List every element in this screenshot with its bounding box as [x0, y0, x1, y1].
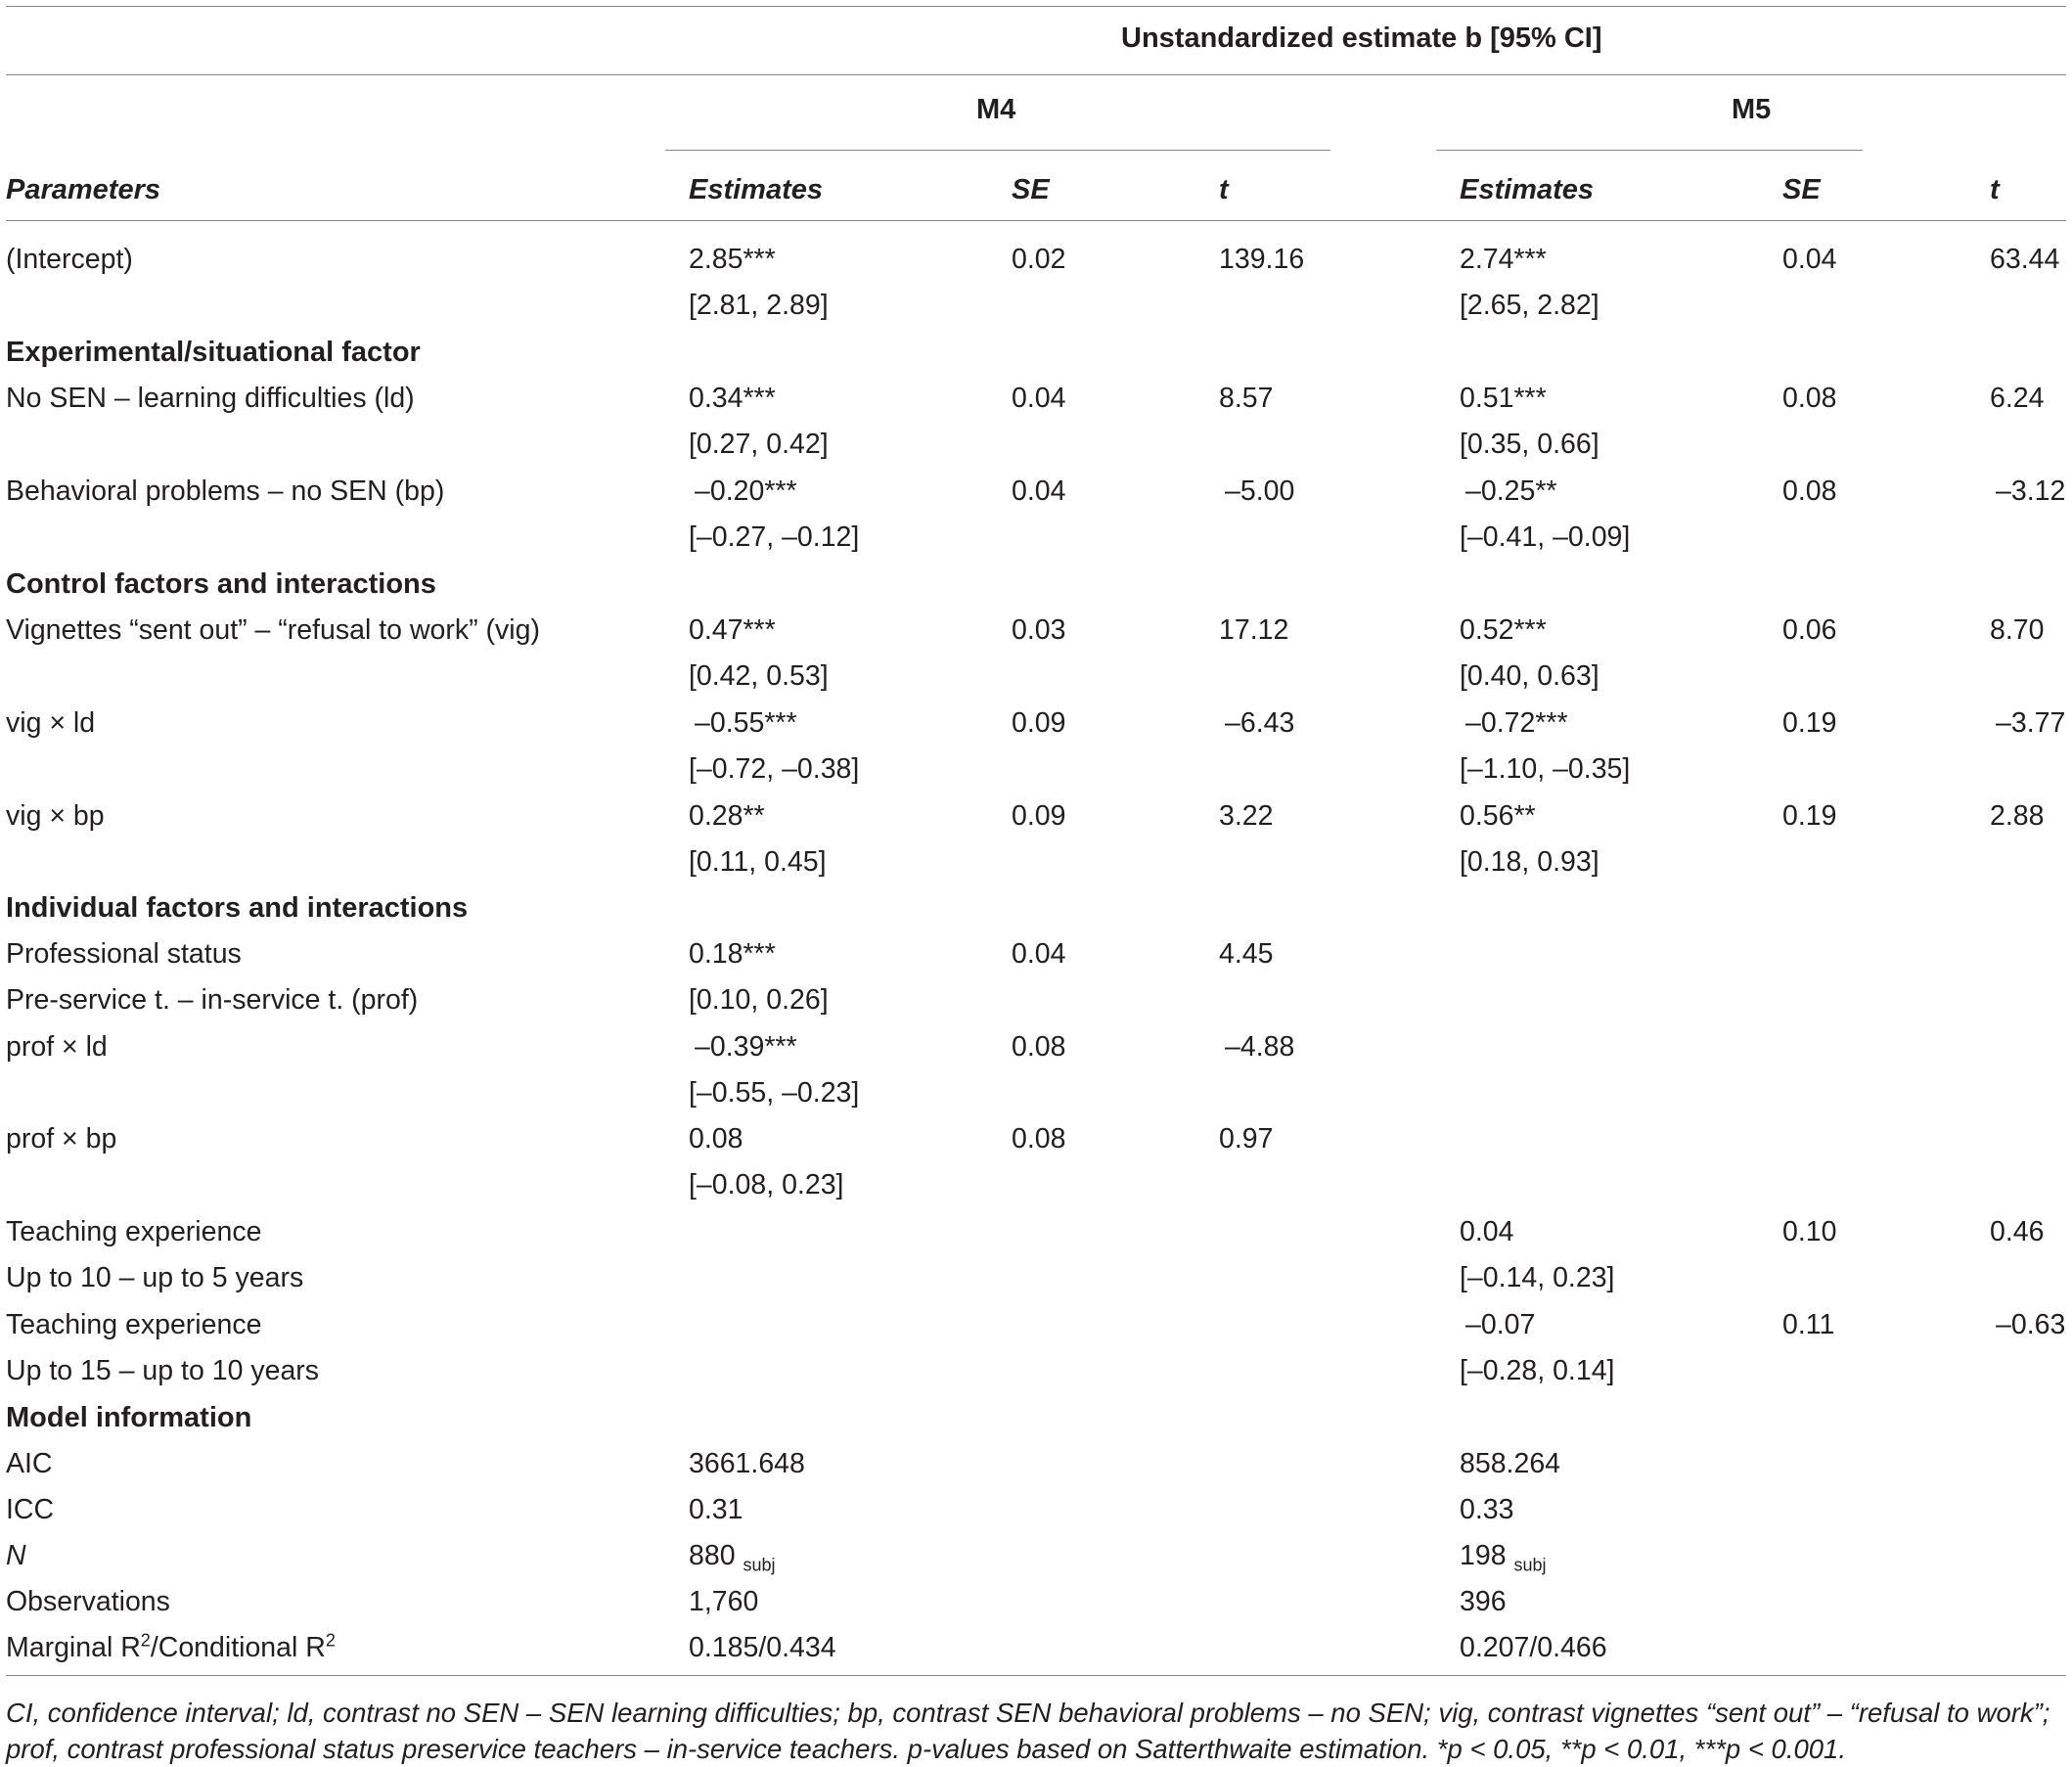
- subj-subscript: subj: [743, 1555, 776, 1575]
- row-label: Teaching experience: [6, 1309, 262, 1340]
- row-label: Teaching experience: [6, 1216, 262, 1247]
- m5-value: 0.33: [1460, 1494, 1514, 1525]
- row-label: ICC: [6, 1494, 55, 1525]
- m5-se: 0.08: [1782, 383, 1837, 414]
- row-label: Observations: [6, 1586, 170, 1617]
- m5-t: 8.70: [1990, 614, 2045, 646]
- row-label: prof × bp: [6, 1123, 117, 1155]
- m5-estimate: 2.74***: [1460, 244, 1547, 275]
- m4-ci: [0.11, 0.45]: [689, 846, 827, 878]
- m4-se-header: SE: [1012, 174, 1050, 205]
- section-heading: Experimental/situational factor: [6, 337, 421, 368]
- m4-value: [689, 1539, 776, 1575]
- m4-ci: [0.42, 0.53]: [689, 660, 829, 692]
- m5-ci: [–0.41, –0.09]: [1460, 521, 1631, 553]
- row-label-line2: Up to 10 – up to 5 years: [6, 1262, 304, 1293]
- m5-ci: [–0.28, 0.14]: [1460, 1355, 1615, 1386]
- m5-estimates-header: Estimates: [1460, 174, 1595, 205]
- table-footnote: CI, confidence interval; ld, contrast no SEN – SEN learning difficulties; bp, contrast SEN behavioral problems – no SEN; vig, contrast vignettes “sent out” – “refusal to work”; prof, contrast professional status preservice teachers – in-service teachers. p-values based on Satterthwaite estimation. *p < 0.05, **p < 0.01, ***p < 0.001.: [6, 1698, 2050, 1764]
- m4-t-header: t: [1219, 174, 1229, 205]
- m4-se: 0.09: [1012, 707, 1066, 739]
- m4-se: 0.04: [1012, 476, 1066, 507]
- m4-estimate: 0.34***: [689, 383, 776, 414]
- m5-se: 0.11: [1782, 1309, 1835, 1340]
- super-title: Unstandardized estimate b [95% CI]: [1121, 23, 1602, 54]
- m4-t: –5.00: [1225, 476, 1295, 507]
- m5-value: 396: [1460, 1586, 1507, 1617]
- m4-t: –6.43: [1225, 707, 1295, 739]
- m4-se: 0.03: [1012, 614, 1066, 646]
- row-label: Vignettes “sent out” – “refusal to work” (vig): [6, 614, 540, 646]
- m4-value: 0.31: [689, 1494, 743, 1525]
- m5-ci: [–1.10, –0.35]: [1460, 753, 1631, 785]
- m5-se-header: SE: [1782, 174, 1821, 205]
- m4-t: 3.22: [1219, 800, 1274, 832]
- m5-value: 858.264: [1460, 1448, 1561, 1479]
- m5-ci: [0.18, 0.93]: [1460, 846, 1599, 878]
- row-label: N: [6, 1540, 26, 1571]
- row-label: Behavioral problems – no SEN (bp): [6, 476, 445, 507]
- r2-label-a: Marginal R: [6, 1632, 141, 1663]
- m4-se: 0.08: [1012, 1123, 1066, 1155]
- m4-se: 0.02: [1012, 244, 1066, 275]
- m4-estimate: 0.28**: [689, 800, 765, 832]
- m5-se: 0.04: [1782, 244, 1837, 275]
- m4-se: 0.08: [1012, 1031, 1066, 1063]
- r2-sup: 2: [140, 1630, 151, 1651]
- row-label: prof × ld: [6, 1031, 108, 1063]
- m5-t: 63.44: [1990, 244, 2060, 275]
- m5-t: –0.63: [1996, 1309, 2066, 1340]
- row-label: vig × ld: [6, 707, 96, 739]
- m4-value: 0.185/0.434: [689, 1632, 836, 1663]
- row-label-line2: Up to 15 – up to 10 years: [6, 1355, 320, 1386]
- m5-header: M5: [1732, 94, 1772, 125]
- row-label: [6, 1631, 336, 1664]
- r2-sup: 2: [325, 1630, 336, 1651]
- m4-t: 17.12: [1219, 614, 1289, 646]
- m4-estimate: –0.39***: [695, 1031, 797, 1063]
- header-rule: [6, 74, 2066, 75]
- m4-t: 0.97: [1219, 1123, 1274, 1155]
- m4-underline: [665, 150, 1330, 151]
- m4-estimate: –0.20***: [695, 476, 797, 507]
- m4-se: 0.04: [1012, 938, 1066, 970]
- m4-n: 880: [689, 1540, 736, 1571]
- m4-se: 0.09: [1012, 800, 1066, 832]
- m4-t: 4.45: [1219, 938, 1274, 970]
- m4-estimate: 2.85***: [689, 244, 776, 275]
- m5-ci: [0.40, 0.63]: [1460, 660, 1599, 692]
- subj-subscript: subj: [1513, 1555, 1547, 1575]
- m5-se: 0.08: [1782, 476, 1837, 507]
- m5-ci: [2.65, 2.82]: [1460, 290, 1599, 321]
- m4-estimate: –0.55***: [695, 707, 797, 739]
- m5-se: 0.19: [1782, 800, 1837, 832]
- m4-estimate: 0.08: [689, 1123, 743, 1155]
- m4-estimate: 0.47***: [689, 614, 776, 646]
- m4-t: –4.88: [1225, 1031, 1295, 1063]
- m4-ci: [–0.55, –0.23]: [689, 1077, 860, 1109]
- m4-estimates-header: Estimates: [689, 174, 824, 205]
- m4-se: 0.04: [1012, 383, 1066, 414]
- row-label: No SEN – learning difficulties (ld): [6, 383, 415, 414]
- parameters-header: Parameters: [6, 174, 160, 205]
- m5-t: –3.12: [1996, 476, 2066, 507]
- m5-value: [1460, 1539, 1547, 1575]
- row-label: AIC: [6, 1448, 53, 1479]
- m4-ci: [0.10, 0.26]: [689, 984, 829, 1016]
- m5-t: 2.88: [1990, 800, 2045, 832]
- m5-estimate: 0.04: [1460, 1216, 1514, 1247]
- m5-estimate: 0.56**: [1460, 800, 1536, 832]
- top-rule: [6, 6, 2066, 7]
- m5-t: 0.46: [1990, 1216, 2045, 1247]
- m4-ci: [2.81, 2.89]: [689, 290, 829, 321]
- m5-se: 0.10: [1782, 1216, 1837, 1247]
- m4-ci: [0.27, 0.42]: [689, 429, 829, 460]
- row-label: (Intercept): [6, 244, 133, 275]
- m5-underline: [1436, 150, 1863, 151]
- m5-estimate: 0.52***: [1460, 614, 1547, 646]
- m5-ci: [–0.14, 0.23]: [1460, 1262, 1615, 1293]
- m5-estimate: –0.72***: [1465, 707, 1568, 739]
- m5-ci: [0.35, 0.66]: [1460, 429, 1599, 460]
- row-label-line2: Pre-service t. – in-service t. (prof): [6, 984, 419, 1016]
- m5-t: –3.77: [1996, 707, 2066, 739]
- section-heading: Control factors and interactions: [6, 568, 436, 600]
- m5-estimate: –0.25**: [1465, 476, 1557, 507]
- m4-header: M4: [976, 94, 1016, 125]
- m4-t: 139.16: [1219, 244, 1305, 275]
- m5-value: 0.207/0.466: [1460, 1632, 1607, 1663]
- m5-estimate: –0.07: [1465, 1309, 1536, 1340]
- m4-value: 1,760: [689, 1586, 759, 1617]
- m5-n: 198: [1460, 1540, 1507, 1571]
- m5-t: 6.24: [1990, 383, 2045, 414]
- row-label: Professional status: [6, 938, 242, 970]
- m4-ci: [–0.72, –0.38]: [689, 753, 860, 785]
- m4-estimate: 0.18***: [689, 938, 776, 970]
- r2-label-b: /Conditional R: [150, 1632, 326, 1663]
- column-header-rule: [6, 220, 2066, 221]
- m5-t-header: t: [1990, 174, 2000, 205]
- section-heading: Individual factors and interactions: [6, 892, 469, 924]
- section-heading: Model information: [6, 1402, 252, 1433]
- m4-t: 8.57: [1219, 383, 1274, 414]
- m5-se: 0.06: [1782, 614, 1837, 646]
- m5-estimate: 0.51***: [1460, 383, 1547, 414]
- m5-se: 0.19: [1782, 707, 1837, 739]
- m4-ci: [–0.08, 0.23]: [689, 1169, 844, 1201]
- body-bottom-rule: [6, 1675, 2066, 1676]
- m4-ci: [–0.27, –0.12]: [689, 521, 860, 553]
- m4-value: 3661.648: [689, 1448, 805, 1479]
- row-label: vig × bp: [6, 800, 105, 832]
